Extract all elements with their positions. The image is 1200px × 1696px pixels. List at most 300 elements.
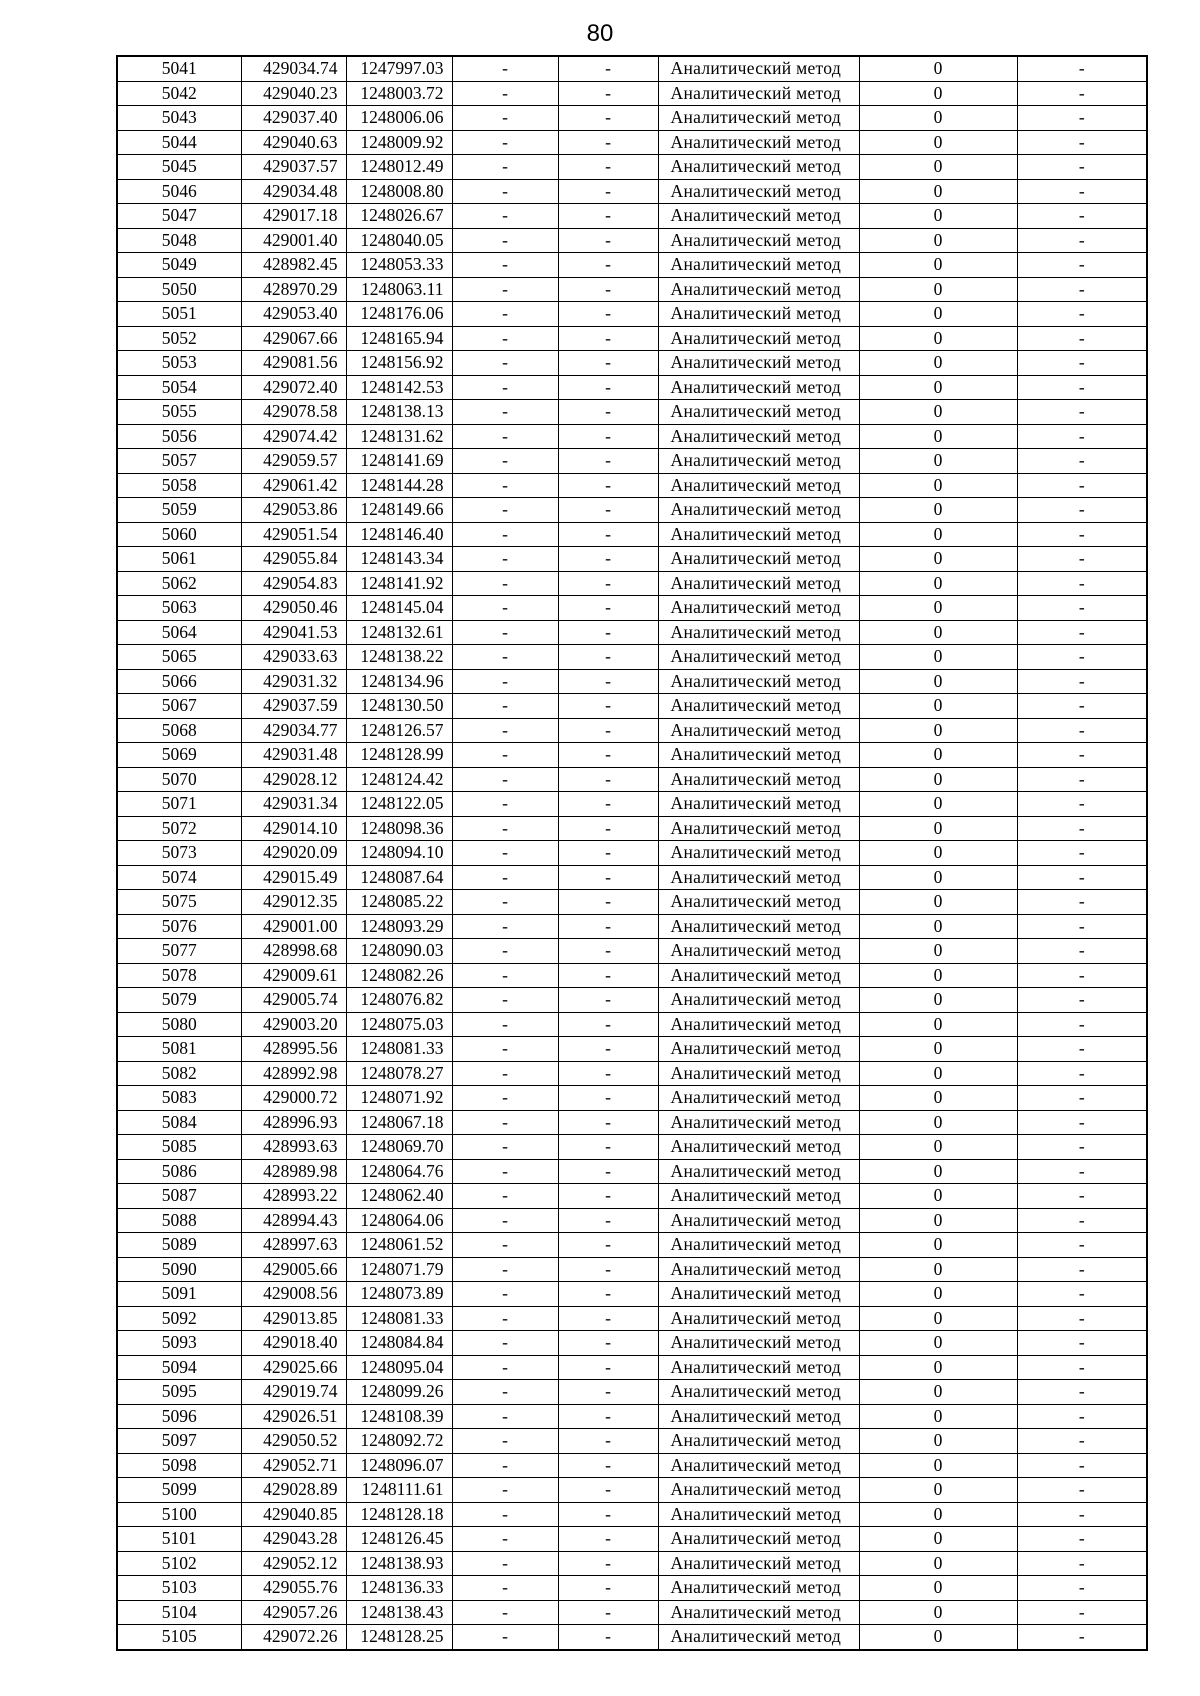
dash-cell: -	[1017, 473, 1147, 498]
x-coordinate-cell: 429017.18	[241, 204, 346, 229]
dash-cell: -	[1017, 1355, 1147, 1380]
point-number-cell: 5048	[117, 228, 241, 253]
y-coordinate-cell: 1248073.89	[346, 1282, 452, 1307]
dash-cell: -	[1017, 669, 1147, 694]
table-row	[117, 645, 1147, 670]
error-cell: 0	[859, 1600, 1017, 1625]
dash-cell: -	[452, 669, 558, 694]
error-cell: 0	[859, 988, 1017, 1013]
error-cell: 0	[859, 1404, 1017, 1429]
dash-cell: -	[1017, 792, 1147, 817]
dash-cell: -	[1017, 694, 1147, 719]
method-cell: Аналитический метод	[658, 1551, 859, 1576]
dash-cell: -	[452, 988, 558, 1013]
y-coordinate-cell: 1248067.18	[346, 1110, 452, 1135]
y-coordinate-cell: 1248006.06	[346, 106, 452, 131]
method-cell: Аналитический метод	[658, 816, 859, 841]
method-cell: Аналитический метод	[658, 890, 859, 915]
dash-cell: -	[558, 669, 658, 694]
y-coordinate-cell: 1248095.04	[346, 1355, 452, 1380]
point-number-cell: 5073	[117, 841, 241, 866]
table-row	[117, 988, 1147, 1013]
dash-cell: -	[1017, 130, 1147, 155]
method-cell: Аналитический метод	[658, 1625, 859, 1650]
dash-cell: -	[1017, 1600, 1147, 1625]
dash-cell: -	[1017, 155, 1147, 180]
dash-cell: -	[452, 1355, 558, 1380]
dash-cell: -	[1017, 1184, 1147, 1209]
dash-cell: -	[1017, 1282, 1147, 1307]
dash-cell: -	[452, 277, 558, 302]
y-coordinate-cell: 1248071.92	[346, 1086, 452, 1111]
point-number-cell: 5058	[117, 473, 241, 498]
x-coordinate-cell: 428989.98	[241, 1159, 346, 1184]
table-row	[117, 816, 1147, 841]
y-coordinate-cell: 1248131.62	[346, 424, 452, 449]
method-cell: Аналитический метод	[658, 375, 859, 400]
dash-cell: -	[452, 351, 558, 376]
dash-cell: -	[558, 1135, 658, 1160]
dash-cell: -	[1017, 228, 1147, 253]
x-coordinate-cell: 429037.59	[241, 694, 346, 719]
table-row	[117, 1208, 1147, 1233]
dash-cell: -	[1017, 645, 1147, 670]
method-cell: Аналитический метод	[658, 179, 859, 204]
x-coordinate-cell: 429054.83	[241, 571, 346, 596]
table-row	[117, 81, 1147, 106]
error-cell: 0	[859, 130, 1017, 155]
dash-cell: -	[1017, 522, 1147, 547]
method-cell: Аналитический метод	[658, 351, 859, 376]
y-coordinate-cell: 1248130.50	[346, 694, 452, 719]
table-row	[117, 1502, 1147, 1527]
method-cell: Аналитический метод	[658, 620, 859, 645]
dash-cell: -	[1017, 743, 1147, 768]
y-coordinate-cell: 1248136.33	[346, 1576, 452, 1601]
method-cell: Аналитический метод	[658, 1086, 859, 1111]
table-row	[117, 1600, 1147, 1625]
x-coordinate-cell: 429034.48	[241, 179, 346, 204]
dash-cell: -	[452, 1380, 558, 1405]
y-coordinate-cell: 1248143.34	[346, 547, 452, 572]
error-cell: 0	[859, 1282, 1017, 1307]
table-row	[117, 1380, 1147, 1405]
method-cell: Аналитический метод	[658, 914, 859, 939]
x-coordinate-cell: 429005.74	[241, 988, 346, 1013]
error-cell: 0	[859, 1233, 1017, 1258]
dash-cell: -	[452, 522, 558, 547]
y-coordinate-cell: 1248138.43	[346, 1600, 452, 1625]
dash-cell: -	[452, 1331, 558, 1356]
method-cell: Аналитический метод	[658, 1380, 859, 1405]
dash-cell: -	[452, 1257, 558, 1282]
method-cell: Аналитический метод	[658, 400, 859, 425]
method-cell: Аналитический метод	[658, 1453, 859, 1478]
table-row	[117, 1429, 1147, 1454]
dash-cell: -	[452, 1184, 558, 1209]
dash-cell: -	[1017, 1306, 1147, 1331]
method-cell: Аналитический метод	[658, 498, 859, 523]
dash-cell: -	[1017, 816, 1147, 841]
dash-cell: -	[452, 179, 558, 204]
y-coordinate-cell: 1248094.10	[346, 841, 452, 866]
error-cell: 0	[859, 718, 1017, 743]
dash-cell: -	[452, 228, 558, 253]
dash-cell: -	[558, 1306, 658, 1331]
error-cell: 0	[859, 939, 1017, 964]
x-coordinate-cell: 428970.29	[241, 277, 346, 302]
point-number-cell: 5070	[117, 767, 241, 792]
error-cell: 0	[859, 1478, 1017, 1503]
dash-cell: -	[1017, 1257, 1147, 1282]
point-number-cell: 5084	[117, 1110, 241, 1135]
dash-cell: -	[452, 1527, 558, 1552]
point-number-cell: 5059	[117, 498, 241, 523]
table-row	[117, 375, 1147, 400]
x-coordinate-cell: 429019.74	[241, 1380, 346, 1405]
dash-cell: -	[452, 1208, 558, 1233]
point-number-cell: 5049	[117, 253, 241, 278]
dash-cell: -	[558, 1380, 658, 1405]
dash-cell: -	[558, 302, 658, 327]
dash-cell: -	[452, 547, 558, 572]
dash-cell: -	[558, 816, 658, 841]
dash-cell: -	[452, 1502, 558, 1527]
dash-cell: -	[452, 914, 558, 939]
y-coordinate-cell: 1248128.25	[346, 1625, 452, 1650]
error-cell: 0	[859, 155, 1017, 180]
table-row	[117, 302, 1147, 327]
table-row	[117, 449, 1147, 474]
table-row	[117, 1576, 1147, 1601]
dash-cell: -	[558, 1110, 658, 1135]
dash-cell: -	[558, 106, 658, 131]
point-number-cell: 5093	[117, 1331, 241, 1356]
table-row	[117, 547, 1147, 572]
dash-cell: -	[1017, 351, 1147, 376]
dash-cell: -	[452, 645, 558, 670]
y-coordinate-cell: 1248176.06	[346, 302, 452, 327]
method-cell: Аналитический метод	[658, 1478, 859, 1503]
dash-cell: -	[558, 1208, 658, 1233]
y-coordinate-cell: 1248063.11	[346, 277, 452, 302]
dash-cell: -	[558, 1184, 658, 1209]
dash-cell: -	[452, 424, 558, 449]
y-coordinate-cell: 1248003.72	[346, 81, 452, 106]
dash-cell: -	[1017, 449, 1147, 474]
point-number-cell: 5091	[117, 1282, 241, 1307]
x-coordinate-cell: 429014.10	[241, 816, 346, 841]
method-cell: Аналитический метод	[658, 571, 859, 596]
y-coordinate-cell: 1248138.93	[346, 1551, 452, 1576]
table-row	[117, 620, 1147, 645]
point-number-cell: 5056	[117, 424, 241, 449]
dash-cell: -	[452, 375, 558, 400]
point-number-cell: 5045	[117, 155, 241, 180]
method-cell: Аналитический метод	[658, 155, 859, 180]
table-row	[117, 1159, 1147, 1184]
x-coordinate-cell: 429001.40	[241, 228, 346, 253]
point-number-cell: 5053	[117, 351, 241, 376]
table-row	[117, 498, 1147, 523]
dash-cell: -	[558, 130, 658, 155]
table-row	[117, 473, 1147, 498]
dash-cell: -	[452, 1037, 558, 1062]
x-coordinate-cell: 429040.63	[241, 130, 346, 155]
dash-cell: -	[1017, 1086, 1147, 1111]
dash-cell: -	[1017, 1453, 1147, 1478]
dash-cell: -	[558, 645, 658, 670]
point-number-cell: 5054	[117, 375, 241, 400]
dash-cell: -	[1017, 571, 1147, 596]
error-cell: 0	[859, 1110, 1017, 1135]
method-cell: Аналитический метод	[658, 1404, 859, 1429]
method-cell: Аналитический метод	[658, 1159, 859, 1184]
error-cell: 0	[859, 1159, 1017, 1184]
dash-cell: -	[452, 106, 558, 131]
dash-cell: -	[452, 1478, 558, 1503]
y-coordinate-cell: 1248085.22	[346, 890, 452, 915]
x-coordinate-cell: 429043.28	[241, 1527, 346, 1552]
dash-cell: -	[452, 1551, 558, 1576]
x-coordinate-cell: 429001.00	[241, 914, 346, 939]
method-cell: Аналитический метод	[658, 56, 859, 81]
table-row	[117, 179, 1147, 204]
method-cell: Аналитический метод	[658, 326, 859, 351]
point-number-cell: 5069	[117, 743, 241, 768]
dash-cell: -	[558, 841, 658, 866]
x-coordinate-cell: 429053.86	[241, 498, 346, 523]
dash-cell: -	[452, 1282, 558, 1307]
y-coordinate-cell: 1248071.79	[346, 1257, 452, 1282]
error-cell: 0	[859, 56, 1017, 81]
y-coordinate-cell: 1248126.45	[346, 1527, 452, 1552]
point-number-cell: 5071	[117, 792, 241, 817]
y-coordinate-cell: 1248149.66	[346, 498, 452, 523]
error-cell: 0	[859, 473, 1017, 498]
table-row	[117, 56, 1147, 81]
dash-cell: -	[452, 449, 558, 474]
y-coordinate-cell: 1248009.92	[346, 130, 452, 155]
x-coordinate-cell: 429031.32	[241, 669, 346, 694]
dash-cell: -	[558, 1429, 658, 1454]
dash-cell: -	[1017, 1159, 1147, 1184]
point-number-cell: 5100	[117, 1502, 241, 1527]
y-coordinate-cell: 1248053.33	[346, 253, 452, 278]
dash-cell: -	[1017, 1331, 1147, 1356]
y-coordinate-cell: 1248099.26	[346, 1380, 452, 1405]
x-coordinate-cell: 429031.34	[241, 792, 346, 817]
x-coordinate-cell: 429018.40	[241, 1331, 346, 1356]
point-number-cell: 5086	[117, 1159, 241, 1184]
dash-cell: -	[558, 253, 658, 278]
dash-cell: -	[452, 939, 558, 964]
dash-cell: -	[1017, 81, 1147, 106]
table-row	[117, 1135, 1147, 1160]
dash-cell: -	[452, 1576, 558, 1601]
x-coordinate-cell: 429059.57	[241, 449, 346, 474]
method-cell: Аналитический метод	[658, 228, 859, 253]
x-coordinate-cell: 429051.54	[241, 522, 346, 547]
dash-cell: -	[558, 1453, 658, 1478]
error-cell: 0	[859, 1208, 1017, 1233]
table-row	[117, 1012, 1147, 1037]
dash-cell: -	[558, 914, 658, 939]
dash-cell: -	[1017, 277, 1147, 302]
x-coordinate-cell: 429074.42	[241, 424, 346, 449]
table-row	[117, 865, 1147, 890]
y-coordinate-cell: 1248141.69	[346, 449, 452, 474]
y-coordinate-cell: 1248165.94	[346, 326, 452, 351]
error-cell: 0	[859, 1037, 1017, 1062]
dash-cell: -	[1017, 1233, 1147, 1258]
dash-cell: -	[1017, 1625, 1147, 1650]
point-number-cell: 5052	[117, 326, 241, 351]
dash-cell: -	[558, 1502, 658, 1527]
dash-cell: -	[558, 155, 658, 180]
error-cell: 0	[859, 253, 1017, 278]
table-row	[117, 1478, 1147, 1503]
dash-cell: -	[558, 890, 658, 915]
table-row	[117, 718, 1147, 743]
method-cell: Аналитический метод	[658, 522, 859, 547]
table-row	[117, 522, 1147, 547]
dash-cell: -	[452, 571, 558, 596]
dash-cell: -	[452, 204, 558, 229]
dash-cell: -	[1017, 988, 1147, 1013]
table-row	[117, 596, 1147, 621]
error-cell: 0	[859, 228, 1017, 253]
dash-cell: -	[452, 841, 558, 866]
x-coordinate-cell: 429072.40	[241, 375, 346, 400]
point-number-cell: 5080	[117, 1012, 241, 1037]
y-coordinate-cell: 1248098.36	[346, 816, 452, 841]
error-cell: 0	[859, 1355, 1017, 1380]
error-cell: 0	[859, 1306, 1017, 1331]
x-coordinate-cell: 429061.42	[241, 473, 346, 498]
table-row	[117, 204, 1147, 229]
table-row	[117, 571, 1147, 596]
dash-cell: -	[558, 1576, 658, 1601]
table-row	[117, 743, 1147, 768]
method-cell: Аналитический метод	[658, 1208, 859, 1233]
table-row	[117, 1306, 1147, 1331]
y-coordinate-cell: 1248108.39	[346, 1404, 452, 1429]
dash-cell: -	[452, 1233, 558, 1258]
method-cell: Аналитический метод	[658, 743, 859, 768]
table-row	[117, 914, 1147, 939]
point-number-cell: 5095	[117, 1380, 241, 1405]
point-number-cell: 5075	[117, 890, 241, 915]
error-cell: 0	[859, 890, 1017, 915]
method-cell: Аналитический метод	[658, 792, 859, 817]
point-number-cell: 5081	[117, 1037, 241, 1062]
dash-cell: -	[452, 743, 558, 768]
point-number-cell: 5074	[117, 865, 241, 890]
x-coordinate-cell: 429000.72	[241, 1086, 346, 1111]
table-row	[117, 1061, 1147, 1086]
dash-cell: -	[558, 1037, 658, 1062]
x-coordinate-cell: 429067.66	[241, 326, 346, 351]
y-coordinate-cell: 1248093.29	[346, 914, 452, 939]
error-cell: 0	[859, 498, 1017, 523]
y-coordinate-cell: 1248128.18	[346, 1502, 452, 1527]
error-cell: 0	[859, 1625, 1017, 1650]
method-cell: Аналитический метод	[658, 596, 859, 621]
x-coordinate-cell: 429050.52	[241, 1429, 346, 1454]
point-number-cell: 5044	[117, 130, 241, 155]
dash-cell: -	[558, 718, 658, 743]
point-number-cell: 5105	[117, 1625, 241, 1650]
y-coordinate-cell: 1248096.07	[346, 1453, 452, 1478]
x-coordinate-cell: 429034.77	[241, 718, 346, 743]
dash-cell: -	[558, 1625, 658, 1650]
dash-cell: -	[452, 963, 558, 988]
dash-cell: -	[452, 816, 558, 841]
x-coordinate-cell: 429028.12	[241, 767, 346, 792]
dash-cell: -	[452, 1086, 558, 1111]
dash-cell: -	[558, 1257, 658, 1282]
error-cell: 0	[859, 865, 1017, 890]
dash-cell: -	[558, 767, 658, 792]
x-coordinate-cell: 429078.58	[241, 400, 346, 425]
method-cell: Аналитический метод	[658, 1576, 859, 1601]
dash-cell: -	[1017, 424, 1147, 449]
point-number-cell: 5065	[117, 645, 241, 670]
dash-cell: -	[558, 473, 658, 498]
dash-cell: -	[452, 1135, 558, 1160]
point-number-cell: 5083	[117, 1086, 241, 1111]
dash-cell: -	[452, 620, 558, 645]
dash-cell: -	[1017, 1404, 1147, 1429]
y-coordinate-cell: 1248078.27	[346, 1061, 452, 1086]
dash-cell: -	[1017, 253, 1147, 278]
dash-cell: -	[452, 130, 558, 155]
table-row	[117, 253, 1147, 278]
method-cell: Аналитический метод	[658, 669, 859, 694]
y-coordinate-cell: 1248122.05	[346, 792, 452, 817]
error-cell: 0	[859, 620, 1017, 645]
x-coordinate-cell: 429072.26	[241, 1625, 346, 1650]
error-cell: 0	[859, 277, 1017, 302]
dash-cell: -	[452, 400, 558, 425]
dash-cell: -	[558, 1551, 658, 1576]
error-cell: 0	[859, 1576, 1017, 1601]
error-cell: 0	[859, 596, 1017, 621]
method-cell: Аналитический метод	[658, 449, 859, 474]
dash-cell: -	[452, 1625, 558, 1650]
y-coordinate-cell: 1248061.52	[346, 1233, 452, 1258]
dash-cell: -	[452, 694, 558, 719]
error-cell: 0	[859, 351, 1017, 376]
error-cell: 0	[859, 963, 1017, 988]
y-coordinate-cell: 1247997.03	[346, 56, 452, 81]
error-cell: 0	[859, 669, 1017, 694]
error-cell: 0	[859, 449, 1017, 474]
table-row	[117, 1037, 1147, 1062]
table-row	[117, 767, 1147, 792]
point-number-cell: 5060	[117, 522, 241, 547]
dash-cell: -	[558, 277, 658, 302]
point-number-cell: 5042	[117, 81, 241, 106]
dash-cell: -	[452, 302, 558, 327]
table-row	[117, 351, 1147, 376]
dash-cell: -	[558, 792, 658, 817]
dash-cell: -	[452, 1159, 558, 1184]
error-cell: 0	[859, 841, 1017, 866]
x-coordinate-cell: 429013.85	[241, 1306, 346, 1331]
table-row	[117, 155, 1147, 180]
